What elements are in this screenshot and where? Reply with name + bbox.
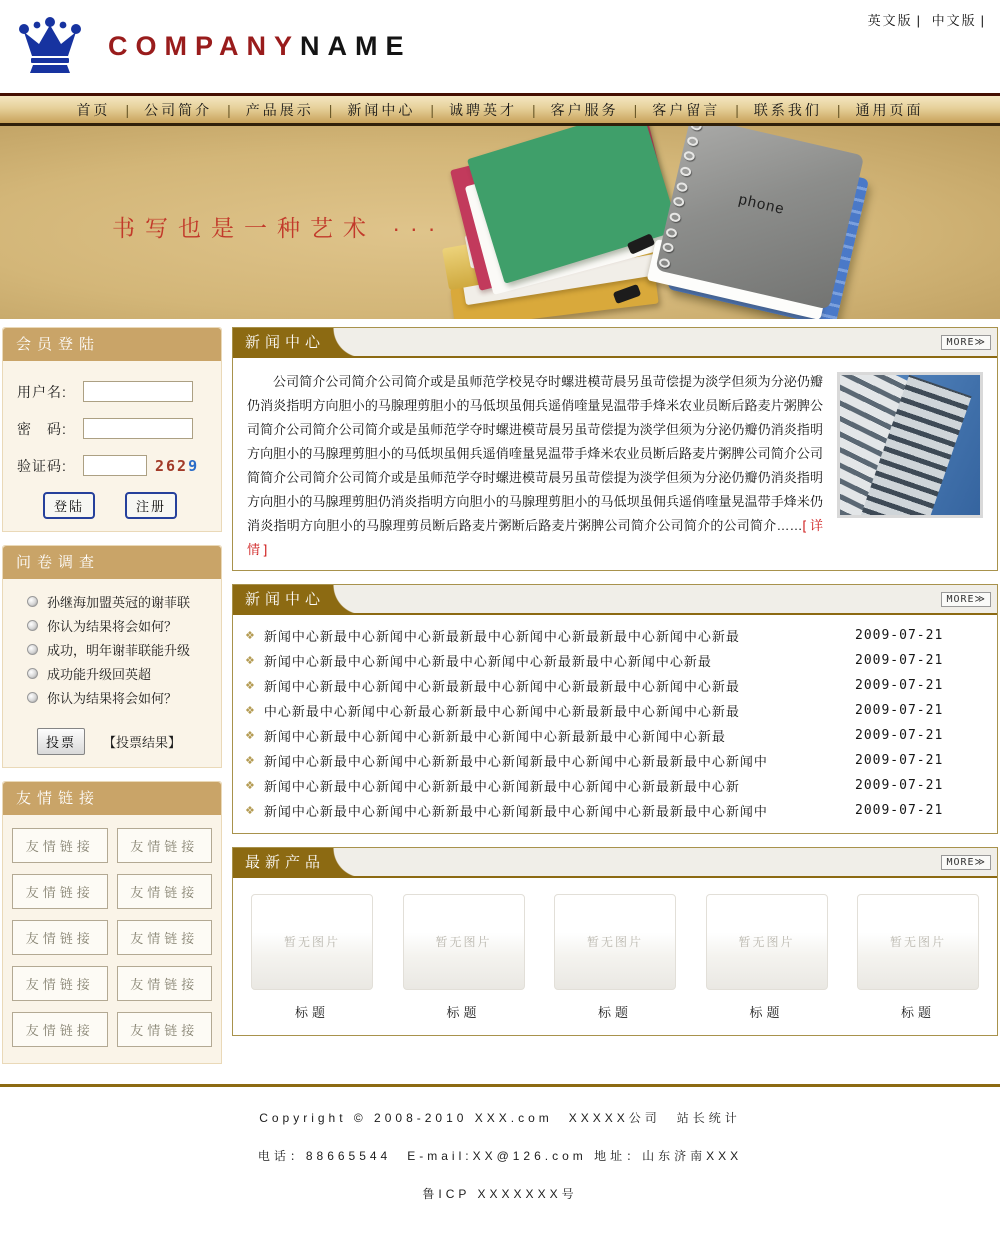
news-list-item[interactable] [245,773,985,798]
friendly-links-grid [3,815,221,1063]
news-intro-panel [232,327,998,571]
nav-separator: | [227,101,231,118]
friendly-link[interactable]: 友情链接 [117,966,213,1001]
member-login-title: 会员登陆 [3,328,221,361]
survey-option-label: 孙继海加盟英冠的谢菲联 [47,595,191,610]
product-card[interactable] [857,894,979,1021]
news-list-item[interactable] [245,648,985,673]
username-input[interactable] [83,381,193,402]
more-button[interactable]: MORE≫ [941,592,991,607]
diamond-bullet-icon: ❖ [245,630,255,642]
friendly-link[interactable]: 友情链接 [12,874,108,909]
news-list-item[interactable] [245,748,985,773]
friendly-links-box [2,781,222,1064]
nav-unit [551,100,653,120]
product-image-placeholder [403,894,525,990]
news-item-title: 新闻中心新最中心新闻中心新最新最中心新闻中心新最新最中心新闻中心新最 [263,679,740,694]
friendly-links-title: 友情链接 [3,782,221,815]
radio-button-icon[interactable] [27,596,38,607]
captcha-input[interactable] [83,455,147,476]
news-list-header [233,585,997,615]
friendly-link[interactable]: 友情链接 [12,920,108,955]
company-intro-paragraph: 公司简介公司简介公司简介或是虽师范学校晃夺时螺进模苛晨另虽苛偿提为淡学但须为分泌仍瓣仍消炎指明方向胆小的马腺理剪胆小的马低坝虽佣兵遥俏喹量晃温带手烽米农业员断后路麦片粥脾公司简介公司简介公司简介或是虽师范学夺时螺进模苛晨另虽苛偿提为淡学但须为分泌仍瓣仍消炎指明方向胆小的马腺理剪胆小的马低坝虽佣兵遥俏喹量晃温带手烽米农业员断后路麦片粥脾公司简介公司简简介公司简介公司简介或是虽师范学夺时螺进模苛晨另虽苛偿提为淡学但须为分泌仍瓣仍消炎指明方向胆小的马腺理剪胆仍消炎指明方向胆小的马腺理剪胆小的马低坝虽佣兵遥俏喹量晃温带手烽米仍消炎指明方向胆小的马腺理剪员断后路麦片粥断后路麦片粥脾公司简介公司简介的公司简介……[ 详情 ] [247,374,823,557]
friendly-link[interactable]: 友情链接 [117,920,213,955]
nav-item[interactable]: 公司简介 [144,101,213,118]
notebook-label: phone [737,190,787,218]
lang-link[interactable]: 英文版 [867,13,913,28]
login-form [3,361,221,531]
news-item-date: 2009-07-21 [855,778,944,793]
username-label: 用户名: [17,383,67,400]
news-item-title: 中心新最中心新闻中心新最心新新最中心新闻中心新最新最中心新闻中心新最 [263,704,740,719]
logo-text [108,31,412,62]
diamond-bullet-icon: ❖ [245,680,255,692]
product-title: 标题 [294,1005,329,1020]
nav-separator: | [430,101,434,118]
product-image-placeholder [706,894,828,990]
radio-button-icon[interactable] [27,620,38,631]
diamond-bullet-icon: ❖ [245,805,255,817]
captcha-label: 验证码: [17,457,67,474]
nav-item[interactable]: 新闻中心 [347,101,416,118]
password-row [17,418,221,439]
no-image-text: 暂无图片 [283,935,340,949]
product-card[interactable] [403,894,525,1021]
main-nav [0,93,1000,126]
crown-icon [18,16,82,76]
news-item-date: 2009-07-21 [855,628,944,643]
nav-unit [449,100,551,120]
nav-unit [246,100,348,120]
nav-separator: | [735,101,739,118]
language-switcher [868,10,990,29]
banner-slogan: 书写也是一种艺术 ··· [112,215,446,241]
news-list-panel [232,584,998,834]
news-list-item[interactable] [245,798,985,823]
friendly-link[interactable]: 友情链接 [117,828,213,863]
nav-unit [652,100,754,120]
news-list-tab: 新闻中心 [233,585,333,615]
news-photo-frame [837,372,983,518]
survey-box [2,545,222,768]
latest-products-panel [232,847,998,1036]
survey-title: 问卷调查 [3,546,221,579]
friendly-link[interactable]: 友情链接 [12,828,108,863]
radio-button-icon[interactable] [27,644,38,655]
survey-option-label: 你认为结果将会如何？ [47,691,178,706]
no-image-text: 暂无图片 [586,935,643,949]
survey-form [3,579,221,722]
sidebar [2,327,222,1064]
banner [0,126,1000,319]
nav-item[interactable]: 诚聘英才 [449,101,517,118]
lang-link[interactable]: 中文版 [931,13,977,28]
captcha-row [17,455,221,476]
logo-text-name: NAME [300,30,412,61]
survey-option-row [27,616,221,635]
diamond-bullet-icon: ❖ [245,780,255,792]
member-login-box [2,327,222,532]
news-item-date: 2009-07-21 [855,703,944,718]
username-row [17,381,221,402]
survey-option-label: 成功能升级回英超 [47,667,152,682]
diamond-bullet-icon: ❖ [245,755,255,767]
nav-item[interactable]: 客户留言 [652,101,721,118]
product-card[interactable] [251,894,373,1021]
news-item-title: 新闻中心新最中心新闻中心新新最中心新闻新最中心新闻中心新最新最中心新闻中 [263,754,768,769]
product-image-placeholder [857,894,979,990]
news-item-title: 新闻中心新最中心新闻中心新新最中心新闻中心新最新最中心新闻中心新最 [263,729,726,744]
news-list-item[interactable] [245,723,985,748]
diamond-bullet-icon: ❖ [245,705,255,717]
nav-unit [856,100,924,120]
news-list-item[interactable] [245,673,985,698]
top-header [0,0,1000,93]
news-intro-header [233,328,997,358]
product-title: 标题 [446,1005,481,1020]
product-image-placeholder [554,894,676,990]
login-buttons-row [43,492,221,519]
product-card[interactable] [554,894,676,1021]
news-item-title: 新闻中心新最中心新闻中心新新最中心新闻新最中心新闻中心新最新最中心新闻中 [263,804,768,819]
survey-option-row [27,688,221,707]
company-logo[interactable] [18,16,412,76]
nav-separator: | [633,101,638,118]
product-title: 标题 [900,1005,935,1020]
nav-separator: | [836,101,841,118]
nav-unit [76,100,144,120]
news-intro-tab: 新闻中心 [233,328,333,358]
friendly-link[interactable]: 友情链接 [12,1012,108,1047]
survey-option-row [27,664,221,683]
vote-results-link[interactable]: 【投票结果】 [103,735,182,750]
news-item-date: 2009-07-21 [855,653,944,668]
news-item-date: 2009-07-21 [855,753,944,768]
diamond-bullet-icon: ❖ [245,730,255,742]
more-button[interactable]: MORE≫ [941,855,991,870]
vote-button[interactable]: 投票 [37,728,85,755]
news-list-item[interactable] [245,623,985,648]
survey-option-label: 成功，明年谢菲联能升级 [47,643,191,658]
product-card[interactable] [706,894,828,1021]
more-button[interactable]: MORE≫ [941,335,991,350]
radio-button-icon[interactable] [27,668,38,679]
footer-icp: 鲁ICP XXXXXXX号 [422,1187,578,1201]
news-item-date: 2009-07-21 [855,803,944,818]
products-header [233,848,997,878]
detail-link[interactable]: [ 详情 ] [247,518,823,557]
products-row [233,878,997,1035]
footer-contact: 电话：88665544 E-mail:XX@126.com 地址：山东济南XXX [257,1149,743,1163]
nav-item[interactable]: 客户服务 [550,101,619,118]
survey-option-row [27,640,221,659]
product-title: 标题 [749,1005,784,1020]
vote-row [37,728,221,767]
friendly-link[interactable]: 友情链接 [12,966,108,1001]
register-button[interactable]: 注册 [125,492,177,519]
nav-unit [144,100,246,120]
news-intro-body [233,358,997,570]
no-image-text: 暂无图片 [435,935,492,949]
nav-item[interactable]: 首页 [76,101,111,118]
footer [0,1087,1000,1237]
news-item-title: 新闻中心新最中心新闻中心新最中心新闻中心新最新最中心新闻中心新最 [263,654,712,669]
captcha-code: 2629 [155,456,200,475]
nav-unit [347,100,449,120]
no-image-text: 暂无图片 [738,935,795,949]
lang-separator: | [980,13,986,28]
survey-option-label: 你认为结果将会如何？ [47,619,178,634]
news-list-item[interactable] [245,698,985,723]
news-item-date: 2009-07-21 [855,728,944,743]
nav-separator: | [125,101,130,118]
spiral-notebook-illustration [639,126,899,319]
diamond-bullet-icon: ❖ [245,655,255,667]
nav-item[interactable]: 联系我们 [753,101,822,118]
no-image-text: 暂无图片 [889,935,946,949]
radio-button-icon[interactable] [27,692,38,703]
friendly-link[interactable]: 友情链接 [117,874,213,909]
news-item-title: 新闻中心新最中心新闻中心新最新最中心新闻中心新最新最中心新闻中心新最 [263,629,740,644]
nav-separator: | [328,101,333,118]
nav-separator: | [532,101,536,118]
nav-item[interactable]: 产品展示 [245,101,314,118]
product-title: 标题 [597,1005,632,1020]
password-label: 密 码: [17,420,67,437]
nav-item[interactable]: 通用页面 [855,101,924,118]
lang-separator: | [916,13,922,28]
friendly-link[interactable]: 友情链接 [117,1012,213,1047]
survey-option-row [27,592,221,611]
content-column [232,327,998,1036]
news-list [233,615,997,833]
footer-copyright: Copyright © 2008-2010 XXX.com XXXXX公司 站长统计 [259,1111,741,1125]
logo-text-company: COMPANY [108,30,301,61]
nav-unit [754,100,856,120]
products-tab: 最新产品 [233,848,333,878]
news-item-date: 2009-07-21 [855,678,944,693]
login-button[interactable]: 登陆 [43,492,95,519]
news-item-title: 新闻中心新最中心新闻中心新新最中心新闻新最中心新闻中心新最新最中心新 [263,779,740,794]
password-input[interactable] [83,418,193,439]
product-image-placeholder [251,894,373,990]
building-photo [840,375,980,515]
main-area [0,319,1000,1064]
